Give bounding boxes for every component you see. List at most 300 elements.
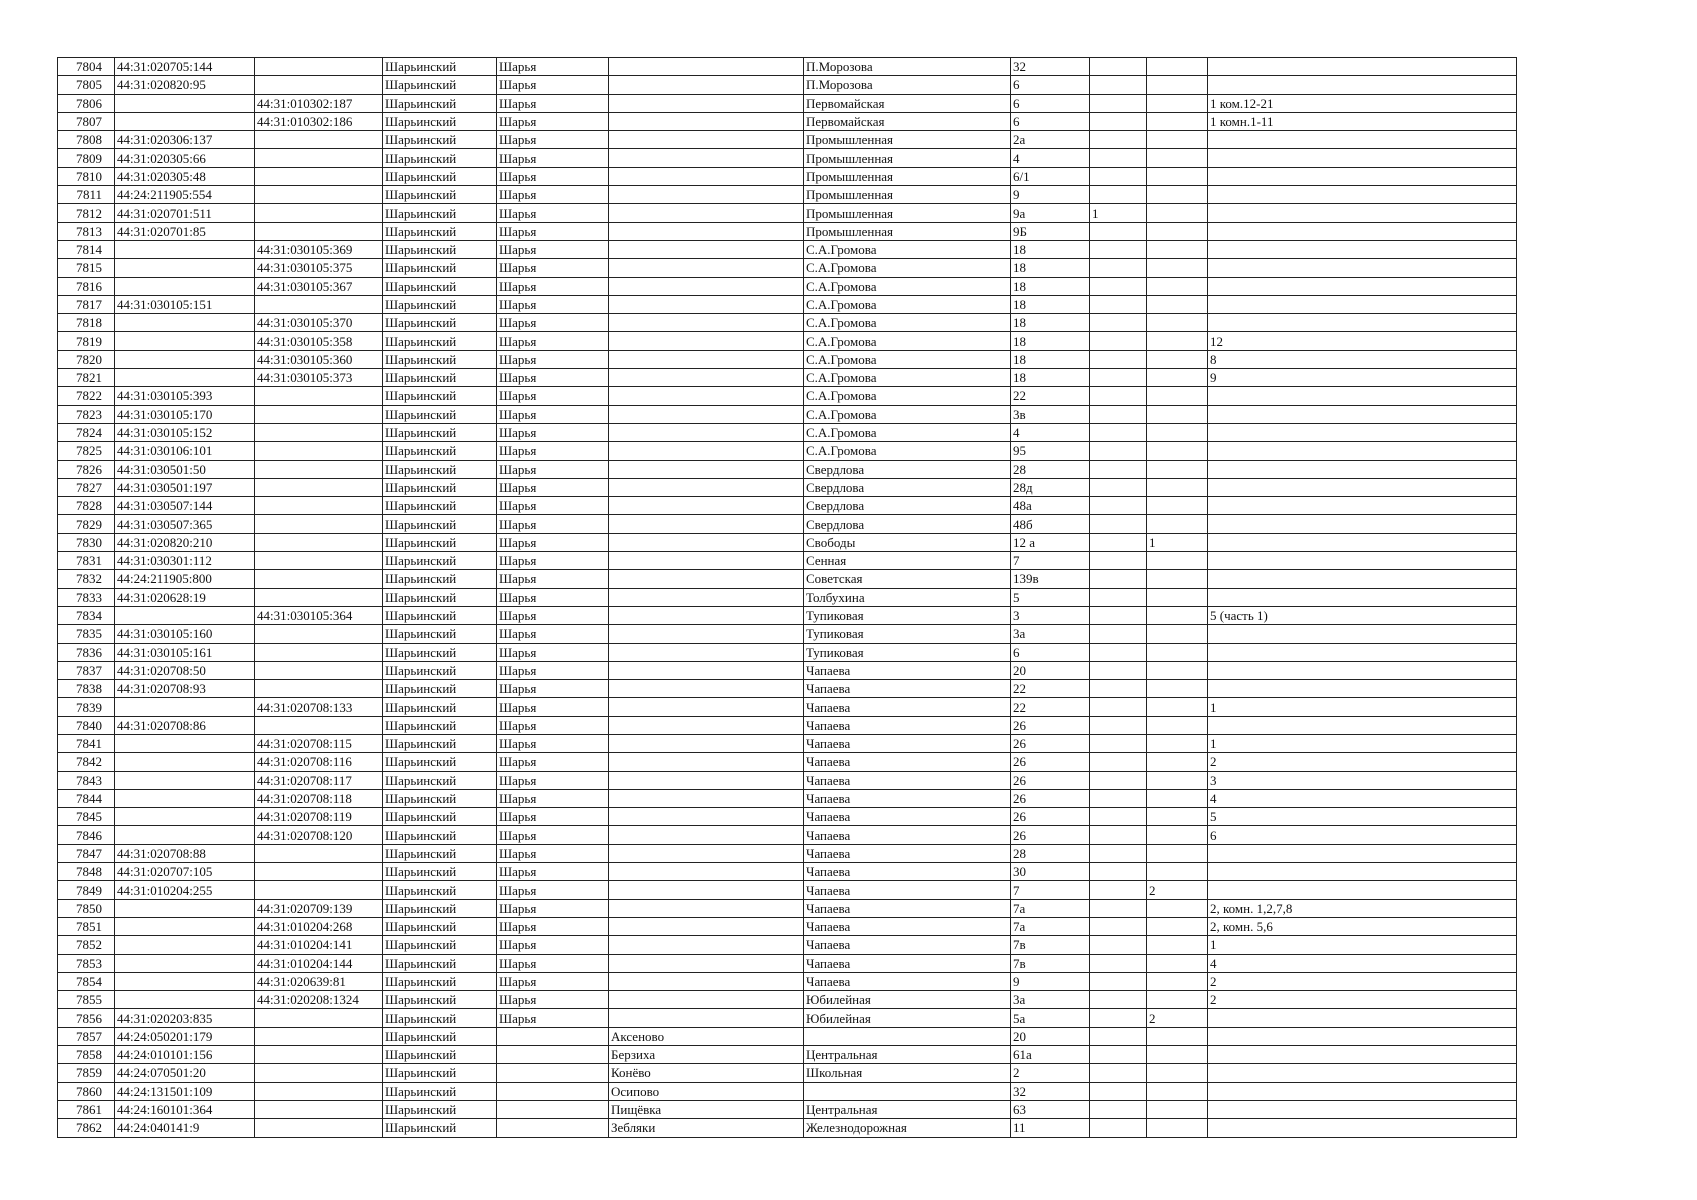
apartment-cell: 2 [1208,972,1517,990]
settlement-cell [609,588,804,606]
structure-cell [1147,643,1208,661]
district-cell: Шарьинский [383,167,497,185]
district-cell: Шарьинский [383,1064,497,1082]
row-number-cell: 7837 [58,661,115,679]
row-number-cell: 7835 [58,625,115,643]
premises-cadastral-cell: 44:31:030105:358 [255,332,383,350]
row-number-cell: 7809 [58,149,115,167]
structure-cell [1147,149,1208,167]
table-row [58,625,1517,643]
cadastral-number-cell [115,917,255,935]
premises-cadastral-cell [255,497,383,515]
district-cell: Шарьинский [383,405,497,423]
premises-cadastral-cell [255,863,383,881]
settlement-cell [609,314,804,332]
structure-cell [1147,332,1208,350]
structure-cell [1147,277,1208,295]
row-number-cell: 7813 [58,222,115,240]
street-cell: Чапаева [804,863,1011,881]
street-cell [804,1082,1011,1100]
house-cell: 4 [1011,423,1090,441]
apartment-cell [1208,259,1517,277]
house-cell: 18 [1011,240,1090,258]
settlement-cell [609,808,804,826]
city-cell: Шарья [497,497,609,515]
table-row [58,991,1517,1009]
district-cell: Шарьинский [383,698,497,716]
city-cell: Шарья [497,808,609,826]
city-cell: Шарья [497,204,609,222]
building-cell [1090,716,1147,734]
table-row [58,588,1517,606]
cadastral-number-cell [115,94,255,112]
table-row [58,552,1517,570]
building-cell [1090,863,1147,881]
settlement-cell [609,936,804,954]
premises-cadastral-cell [255,58,383,76]
cadastral-number-cell: 44:31:030507:365 [115,515,255,533]
property-registry-table [57,57,1517,1138]
structure-cell [1147,387,1208,405]
apartment-cell [1208,1009,1517,1027]
building-cell [1090,58,1147,76]
building-cell [1090,94,1147,112]
street-cell: Чапаева [804,972,1011,990]
premises-cadastral-cell [255,533,383,551]
premises-cadastral-cell: 44:31:010302:186 [255,112,383,130]
structure-cell [1147,552,1208,570]
street-cell: Советская [804,570,1011,588]
city-cell: Шарья [497,899,609,917]
apartment-cell: 2, комн. 5,6 [1208,917,1517,935]
structure-cell [1147,350,1208,368]
row-number-cell: 7808 [58,131,115,149]
city-cell: Шарья [497,661,609,679]
cadastral-number-cell: 44:31:020708:93 [115,680,255,698]
settlement-cell [609,222,804,240]
premises-cadastral-cell [255,716,383,734]
apartment-cell [1208,478,1517,496]
cadastral-number-cell: 44:31:030507:144 [115,497,255,515]
street-cell: Свердлова [804,460,1011,478]
district-cell: Шарьинский [383,826,497,844]
table-row [58,863,1517,881]
house-cell: 3 [1011,606,1090,624]
table-row [58,698,1517,716]
building-cell [1090,606,1147,624]
district-cell: Шарьинский [383,259,497,277]
district-cell: Шарьинский [383,369,497,387]
building-cell [1090,222,1147,240]
row-number-cell: 7855 [58,991,115,1009]
structure-cell [1147,222,1208,240]
premises-cadastral-cell [255,442,383,460]
row-number-cell: 7839 [58,698,115,716]
city-cell: Шарья [497,789,609,807]
apartment-cell: 5 (часть 1) [1208,606,1517,624]
building-cell [1090,917,1147,935]
table-row [58,789,1517,807]
cadastral-number-cell [115,350,255,368]
district-cell: Шарьинский [383,350,497,368]
premises-cadastral-cell: 44:31:020708:119 [255,808,383,826]
building-cell [1090,899,1147,917]
cadastral-number-cell: 44:31:030501:197 [115,478,255,496]
structure-cell [1147,204,1208,222]
structure-cell [1147,497,1208,515]
district-cell: Шарьинский [383,1119,497,1137]
cadastral-number-cell: 44:31:030501:50 [115,460,255,478]
district-cell: Шарьинский [383,789,497,807]
settlement-cell [609,734,804,752]
city-cell: Шарья [497,332,609,350]
premises-cadastral-cell: 44:31:010204:144 [255,954,383,972]
settlement-cell [609,552,804,570]
district-cell: Шарьинский [383,149,497,167]
row-number-cell: 7830 [58,533,115,551]
district-cell: Шарьинский [383,204,497,222]
street-cell: С.А.Громова [804,369,1011,387]
settlement-cell [609,387,804,405]
district-cell: Шарьинский [383,478,497,496]
structure-cell [1147,131,1208,149]
street-cell: П.Морозова [804,76,1011,94]
district-cell: Шарьинский [383,442,497,460]
district-cell: Шарьинский [383,552,497,570]
apartment-cell [1208,295,1517,313]
house-cell: 7 [1011,552,1090,570]
row-number-cell: 7829 [58,515,115,533]
cadastral-number-cell [115,972,255,990]
house-cell: 26 [1011,734,1090,752]
street-cell: Промышленная [804,149,1011,167]
cadastral-number-cell: 44:24:160101:364 [115,1100,255,1118]
city-cell: Шарья [497,826,609,844]
building-cell [1090,643,1147,661]
street-cell: Школьная [804,1064,1011,1082]
city-cell [497,1082,609,1100]
structure-cell [1147,1100,1208,1118]
street-cell: П.Морозова [804,58,1011,76]
cadastral-number-cell: 44:31:030105:160 [115,625,255,643]
district-cell: Шарьинский [383,917,497,935]
apartment-cell [1208,222,1517,240]
apartment-cell [1208,442,1517,460]
street-cell: Чапаева [804,680,1011,698]
house-cell: 139в [1011,570,1090,588]
row-number-cell: 7836 [58,643,115,661]
street-cell: Чапаева [804,734,1011,752]
premises-cadastral-cell [255,76,383,94]
structure-cell [1147,936,1208,954]
settlement-cell [609,863,804,881]
row-number-cell: 7843 [58,771,115,789]
building-cell [1090,1009,1147,1027]
city-cell: Шарья [497,625,609,643]
structure-cell [1147,515,1208,533]
building-cell [1090,350,1147,368]
house-cell: 7 [1011,881,1090,899]
building-cell [1090,808,1147,826]
house-cell: 32 [1011,1082,1090,1100]
premises-cadastral-cell: 44:31:030105:373 [255,369,383,387]
table-row [58,76,1517,94]
table-row [58,442,1517,460]
table-row [58,259,1517,277]
city-cell: Шарья [497,423,609,441]
table-row [58,94,1517,112]
building-cell [1090,149,1147,167]
premises-cadastral-cell: 44:31:020708:117 [255,771,383,789]
settlement-cell [609,277,804,295]
premises-cadastral-cell [255,1119,383,1137]
cadastral-number-cell [115,771,255,789]
city-cell: Шарья [497,552,609,570]
row-number-cell: 7814 [58,240,115,258]
district-cell: Шарьинский [383,131,497,149]
building-cell [1090,972,1147,990]
premises-cadastral-cell: 44:31:020709:139 [255,899,383,917]
house-cell: 26 [1011,753,1090,771]
row-number-cell: 7828 [58,497,115,515]
table-row [58,167,1517,185]
street-cell: Свердлова [804,478,1011,496]
table-row [58,716,1517,734]
district-cell: Шарьинский [383,1046,497,1064]
table-row [58,954,1517,972]
cadastral-number-cell: 44:31:020705:144 [115,58,255,76]
building-cell [1090,991,1147,1009]
apartment-cell [1208,405,1517,423]
settlement-cell [609,570,804,588]
settlement-cell [609,716,804,734]
district-cell: Шарьинский [383,295,497,313]
table-row [58,643,1517,661]
house-cell: 4 [1011,149,1090,167]
table-row [58,753,1517,771]
street-cell: С.А.Громова [804,387,1011,405]
table-row [58,1082,1517,1100]
street-cell: Тупиковая [804,606,1011,624]
city-cell: Шарья [497,863,609,881]
settlement-cell [609,789,804,807]
district-cell: Шарьинский [383,881,497,899]
table-row [58,277,1517,295]
apartment-cell [1208,1064,1517,1082]
house-cell: 63 [1011,1100,1090,1118]
house-cell: 11 [1011,1119,1090,1137]
structure-cell [1147,698,1208,716]
premises-cadastral-cell [255,387,383,405]
street-cell: Центральная [804,1100,1011,1118]
premises-cadastral-cell: 44:31:020708:118 [255,789,383,807]
row-number-cell: 7805 [58,76,115,94]
house-cell: 18 [1011,314,1090,332]
row-number-cell: 7846 [58,826,115,844]
street-cell: Промышленная [804,222,1011,240]
structure-cell [1147,606,1208,624]
apartment-cell: 2 [1208,991,1517,1009]
premises-cadastral-cell [255,1082,383,1100]
apartment-cell [1208,240,1517,258]
settlement-cell [609,112,804,130]
building-cell [1090,680,1147,698]
premises-cadastral-cell [255,661,383,679]
apartment-cell: 4 [1208,789,1517,807]
premises-cadastral-cell [255,1064,383,1082]
table-row [58,606,1517,624]
building-cell [1090,405,1147,423]
settlement-cell [609,661,804,679]
building-cell [1090,625,1147,643]
city-cell: Шарья [497,350,609,368]
premises-cadastral-cell [255,460,383,478]
structure-cell [1147,771,1208,789]
building-cell [1090,442,1147,460]
apartment-cell [1208,167,1517,185]
settlement-cell [609,680,804,698]
settlement-cell [609,259,804,277]
structure-cell [1147,186,1208,204]
settlement-cell [609,76,804,94]
structure-cell [1147,753,1208,771]
house-cell: 28 [1011,460,1090,478]
street-cell: С.А.Громова [804,295,1011,313]
street-cell: С.А.Громова [804,277,1011,295]
street-cell: Промышленная [804,204,1011,222]
row-number-cell: 7821 [58,369,115,387]
city-cell: Шарья [497,131,609,149]
cadastral-number-cell: 44:31:020701:85 [115,222,255,240]
row-number-cell: 7819 [58,332,115,350]
cadastral-number-cell [115,259,255,277]
row-number-cell: 7841 [58,734,115,752]
row-number-cell: 7825 [58,442,115,460]
building-cell [1090,131,1147,149]
settlement-cell [609,58,804,76]
district-cell: Шарьинский [383,680,497,698]
house-cell: 28д [1011,478,1090,496]
street-cell: Промышленная [804,186,1011,204]
city-cell [497,1046,609,1064]
house-cell: 20 [1011,1027,1090,1045]
cadastral-number-cell: 44:24:010101:156 [115,1046,255,1064]
settlement-cell [609,991,804,1009]
settlement-cell [609,606,804,624]
premises-cadastral-cell: 44:31:030105:370 [255,314,383,332]
premises-cadastral-cell: 44:31:020708:116 [255,753,383,771]
district-cell: Шарьинский [383,899,497,917]
building-cell [1090,552,1147,570]
street-cell: С.А.Громова [804,259,1011,277]
settlement-cell [609,350,804,368]
settlement-cell [609,167,804,185]
structure-cell [1147,369,1208,387]
row-number-cell: 7834 [58,606,115,624]
street-cell: Чапаева [804,917,1011,935]
structure-cell [1147,899,1208,917]
table-body [58,58,1517,1138]
premises-cadastral-cell [255,844,383,862]
cadastral-number-cell: 44:24:050201:179 [115,1027,255,1045]
house-cell: 18 [1011,332,1090,350]
structure-cell [1147,917,1208,935]
premises-cadastral-cell [255,1009,383,1027]
street-cell: Сенная [804,552,1011,570]
street-cell: Чапаева [804,899,1011,917]
district-cell: Шарьинский [383,972,497,990]
apartment-cell: 1 комн.1-11 [1208,112,1517,130]
cadastral-number-cell: 44:31:020628:19 [115,588,255,606]
premises-cadastral-cell [255,570,383,588]
row-number-cell: 7844 [58,789,115,807]
cadastral-number-cell [115,734,255,752]
apartment-cell [1208,643,1517,661]
city-cell: Шарья [497,936,609,954]
building-cell [1090,369,1147,387]
apartment-cell: 5 [1208,808,1517,826]
row-number-cell: 7842 [58,753,115,771]
apartment-cell [1208,661,1517,679]
premises-cadastral-cell [255,204,383,222]
city-cell: Шарья [497,112,609,130]
table-row [58,405,1517,423]
structure-cell [1147,826,1208,844]
apartment-cell [1208,680,1517,698]
district-cell: Шарьинский [383,186,497,204]
city-cell: Шарья [497,186,609,204]
city-cell: Шарья [497,680,609,698]
house-cell: 7в [1011,954,1090,972]
city-cell: Шарья [497,716,609,734]
district-cell: Шарьинский [383,991,497,1009]
row-number-cell: 7845 [58,808,115,826]
cadastral-number-cell [115,698,255,716]
premises-cadastral-cell [255,295,383,313]
cadastral-number-cell: 44:24:211905:800 [115,570,255,588]
street-cell: С.А.Громова [804,314,1011,332]
street-cell: Чапаева [804,753,1011,771]
row-number-cell: 7856 [58,1009,115,1027]
street-cell: С.А.Громова [804,350,1011,368]
district-cell: Шарьинский [383,570,497,588]
settlement-cell [609,1009,804,1027]
street-cell: Первомайская [804,94,1011,112]
building-cell [1090,240,1147,258]
cadastral-number-cell: 44:31:020820:210 [115,533,255,551]
district-cell: Шарьинский [383,771,497,789]
street-cell: Чапаева [804,844,1011,862]
apartment-cell: 9 [1208,369,1517,387]
cadastral-number-cell [115,332,255,350]
structure-cell [1147,808,1208,826]
settlement-cell [609,643,804,661]
cadastral-number-cell: 44:31:020707:105 [115,863,255,881]
district-cell: Шарьинский [383,112,497,130]
structure-cell [1147,442,1208,460]
row-number-cell: 7823 [58,405,115,423]
apartment-cell [1208,1027,1517,1045]
row-number-cell: 7824 [58,423,115,441]
table-row [58,533,1517,551]
city-cell: Шарья [497,844,609,862]
settlement-cell [609,295,804,313]
premises-cadastral-cell: 44:31:020708:120 [255,826,383,844]
structure-cell [1147,405,1208,423]
building-cell [1090,1027,1147,1045]
city-cell: Шарья [497,442,609,460]
house-cell: 9а [1011,204,1090,222]
